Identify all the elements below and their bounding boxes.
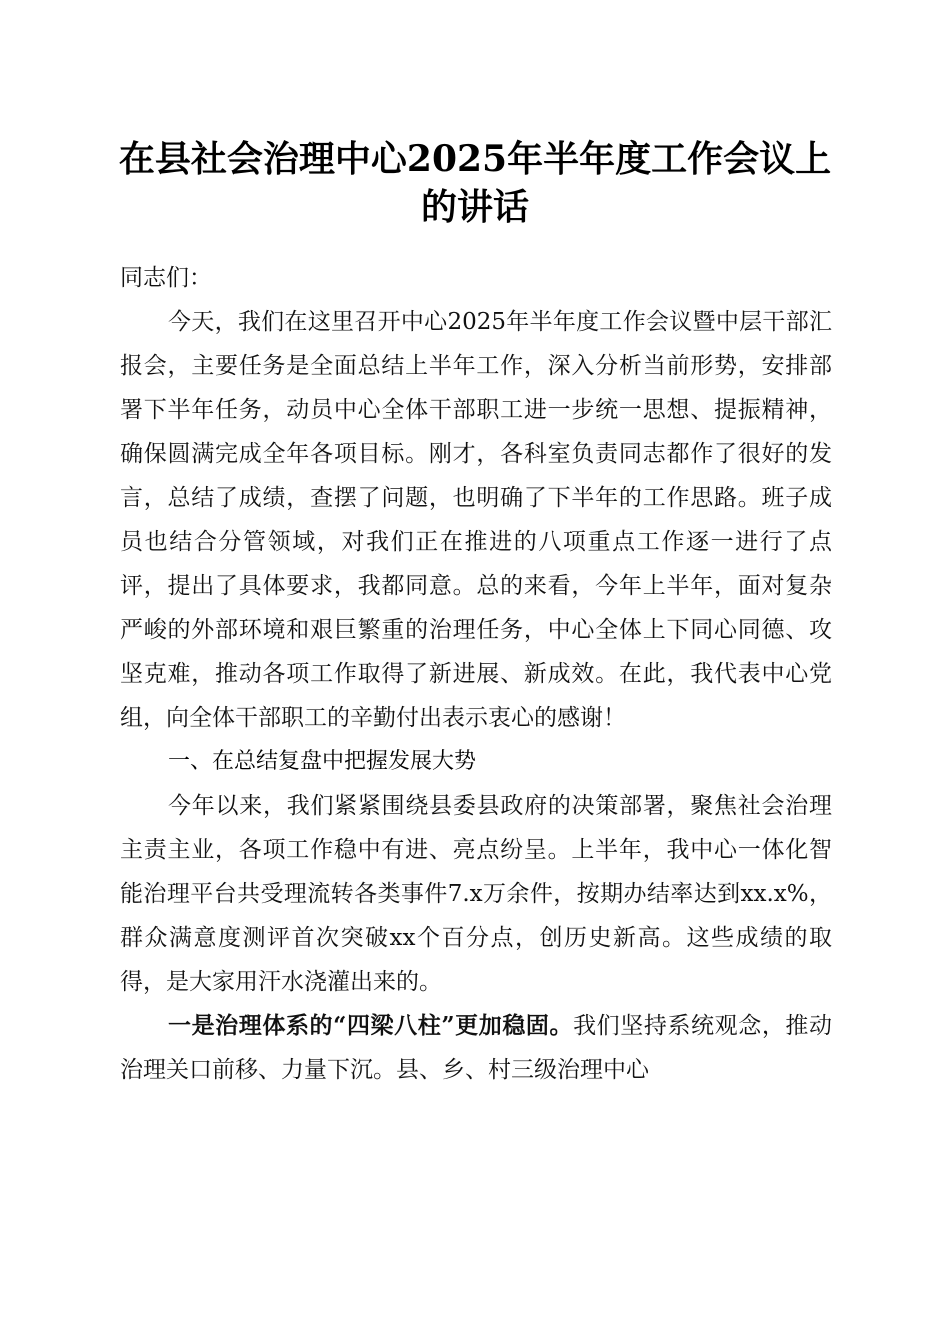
title-line-1: 在县社会治理中心2025年半年度工作会议上 <box>118 138 832 180</box>
document-title <box>100 135 850 231</box>
point-1-text: 我们坚持系统观念，推动治理关口前移、力量下沉。县、乡、村三级治理中心 <box>120 1013 832 1083</box>
point-1-paragraph <box>120 1004 832 1092</box>
salutation: 同志们： <box>120 265 212 291</box>
section-1-heading: 一、在总结复盘中把握发展大势 <box>168 749 477 774</box>
section-1-paragraph: 今年以来，我们紧紧围绕县委县政府的决策部署，聚焦社会治理主责主业，各项工作稳中有进、亮点纷呈。上半年，我中心一体化智能治理平台共受理流转各类事件7.x万余件，按期办结率达到xx.x%，群众满意度测评首次突破xx个百分点，创历史新高。这些成绩的取得，是大家用汗水浇灌出来的。 <box>120 793 832 995</box>
point-1-lead: 一是治理体系的“四梁八柱”更加稳固。 <box>168 1012 574 1039</box>
document-body <box>120 256 832 1092</box>
intro-paragraph: 今天，我们在这里召开中心2025年半年度工作会议暨中层干部汇报会，主要任务是全面总结上半年工作，深入分析当前形势，安排部署下半年任务，动员中心全体干部职工进一步统一思想、提振精神，确保圆满完成全年各项目标。刚才，各科室负责同志都作了很好的发言，总结了成绩，查摆了问题，也明确了下半年的工作思路。班子成员也结合分管领域，对我们正在推进的八项重点工作逐一进行了点评，提出了具体要求，我都同意。总的来看，今年上半年，面对复杂严峻的外部环境和艰巨繁重的治理任务，中心全体上下同心同德、攻坚克难，推动各项工作取得了新进展、新成效。在此，我代表中心党组，向全体干部职工的辛勤付出表示衷心的感谢！ <box>120 309 832 731</box>
title-line-2: 的讲话 <box>420 186 529 228</box>
